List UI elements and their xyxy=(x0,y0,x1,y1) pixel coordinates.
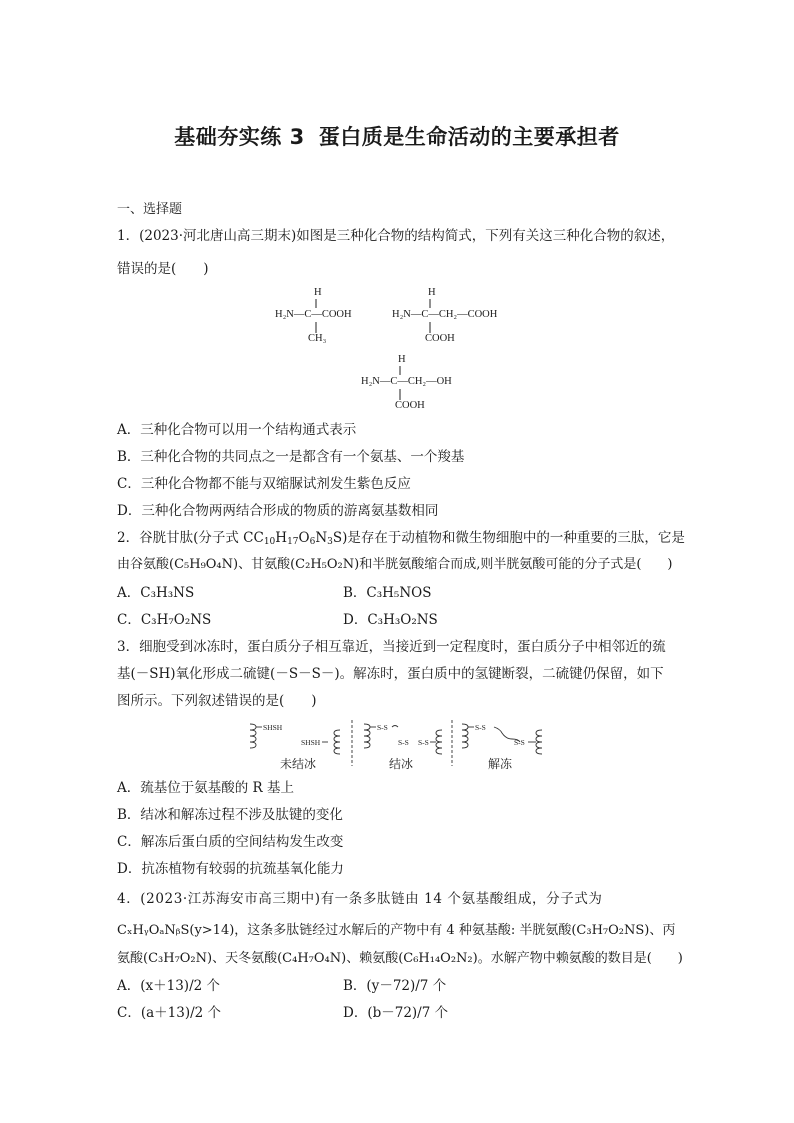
q2-option-c: C．C₃H₇O₂NS xyxy=(117,612,212,628)
q4-stem-line3: 氨酸(C₃H₇O₂N)、天冬氨酸(C₄H₇O₄N)、赖氨酸(C₆H₁₄O₂N₂)。水解产物中赖氨酸的数目是( ) xyxy=(117,951,683,966)
svg-text:S-S: S-S xyxy=(418,738,429,747)
q3-stem-line1: 3．细胞受到冰冻时，蛋白质分子相互靠近，当接近到一定程度时，蛋白质分子中相邻近的巯 xyxy=(117,639,666,655)
figure-label-frozen: 结冰 xyxy=(389,757,414,771)
q3-stem-line3: 图所示。下列叙述错误的是( ) xyxy=(117,693,317,709)
title-part1: 基础夯实练 3 xyxy=(174,125,305,149)
svg-text:SHSH: SHSH xyxy=(263,723,283,732)
q1-option-c: C．三种化合物都不能与双缩脲试剂发生紫色反应 xyxy=(117,476,411,492)
q4-option-d: D．(b－72)/7 个 xyxy=(343,1005,449,1021)
q1-option-b: B．三种化合物的共同点之一是都含有一个氨基、一个羧基 xyxy=(117,449,465,465)
m3-chain: H₂N—C—CH₂—OH xyxy=(361,376,452,387)
q1-option-a: A．三种化合物可以用一个结构通式表示 xyxy=(117,422,357,438)
svg-text:S-S: S-S xyxy=(514,738,525,747)
svg-text:SHSH: SHSH xyxy=(301,738,321,747)
q2-stem-post: )是存在于动植物和微生物细胞中的一种重要的三肽，它是 xyxy=(342,530,685,546)
m2-chain: H₂N—C—CH₂—COOH xyxy=(392,309,498,320)
m2-h: H xyxy=(428,287,436,298)
title-part2: 蛋白质是生命活动的主要承担者 xyxy=(318,125,620,149)
q4-stem-line2: CₓHᵧOₐNᵦS(y>14)，这条多肽链经过水解后的产物中有 4 种氨基酸: 半胱氨酸(C₃H₇O₂NS)、丙 xyxy=(117,923,676,938)
m2-cooh: COOH xyxy=(425,333,455,344)
q3-stem-line2: 基(－SH)氧化形成二硫键(－S－S－)。解冻时，蛋白质中的氢键断裂，二硫键仍保留，如下 xyxy=(117,666,664,682)
q4-option-a: A．(x＋13)/2 个 xyxy=(117,978,221,994)
q1-option-d: D．三种化合物两两结合形成的物质的游离氨基数相同 xyxy=(117,503,439,519)
q2-formula: $C_{10}H_{17}O_6N_3S$ xyxy=(253,530,343,547)
m1-bonds-icon xyxy=(310,298,322,338)
m3-h: H xyxy=(398,354,406,365)
q3-option-b: B．结冰和解冻过程不涉及肽键的变化 xyxy=(117,807,343,823)
q3-option-d: D．抗冻植物有较弱的抗巯基氧化能力 xyxy=(117,861,344,877)
m3-cooh: COOH xyxy=(395,400,425,411)
m3-bonds-icon xyxy=(394,365,406,405)
section-heading: 一、选择题 xyxy=(117,202,183,217)
m1-ch3: CH₃ xyxy=(308,333,327,344)
m2-bonds-icon xyxy=(424,298,436,338)
svg-text:S-S: S-S xyxy=(475,723,486,732)
q1-stem-line2: 错误的是( ) xyxy=(117,261,209,277)
q2-stem-line2: 由谷氨酸(C₅H₉O₄N)、甘氨酸(C₂H₅O₂N)和半胱氨酸缩合而成,则半胱氨酸可能的分子式是( ) xyxy=(117,557,673,572)
m1-chain: H₂N—C—COOH xyxy=(275,309,352,320)
svg-text:S-S: S-S xyxy=(377,723,388,732)
q2-option-d: D．C₃H₃O₂NS xyxy=(343,612,438,628)
svg-text:S-S: S-S xyxy=(398,738,409,747)
q4-stem-line1: 4．(2023·江苏海安市高三期中)有一条多肽链由 14 个氨基酸组成，分子式为 xyxy=(117,891,603,907)
q4-option-b: B．(y－72)/7 个 xyxy=(343,978,447,994)
figure-label-thawed: 解冻 xyxy=(488,757,513,771)
page-title xyxy=(0,121,794,151)
q2-option-b: B．C₃H₅NOS xyxy=(343,585,432,601)
q2-stem-line1 xyxy=(117,529,685,547)
m1-h: H xyxy=(314,287,322,298)
q2-option-a: A．C₃H₃NS xyxy=(117,585,195,601)
q1-stem-line1: 1．(2023·河北唐山高三期末)如图是三种化合物的结构简式，下列有关这三种化合物的叙述， xyxy=(117,228,675,244)
figure-label-unfrozen: 未结冰 xyxy=(280,757,317,771)
q2-stem-pre: 2．谷胱甘肽(分子式 C xyxy=(117,530,254,546)
q3-option-c: C．解冻后蛋白质的空间结构发生改变 xyxy=(117,834,344,850)
q4-option-c: C．(a＋13)/2 个 xyxy=(117,1005,222,1021)
q3-option-a: A．巯基位于氨基酸的 R 基上 xyxy=(117,780,294,796)
